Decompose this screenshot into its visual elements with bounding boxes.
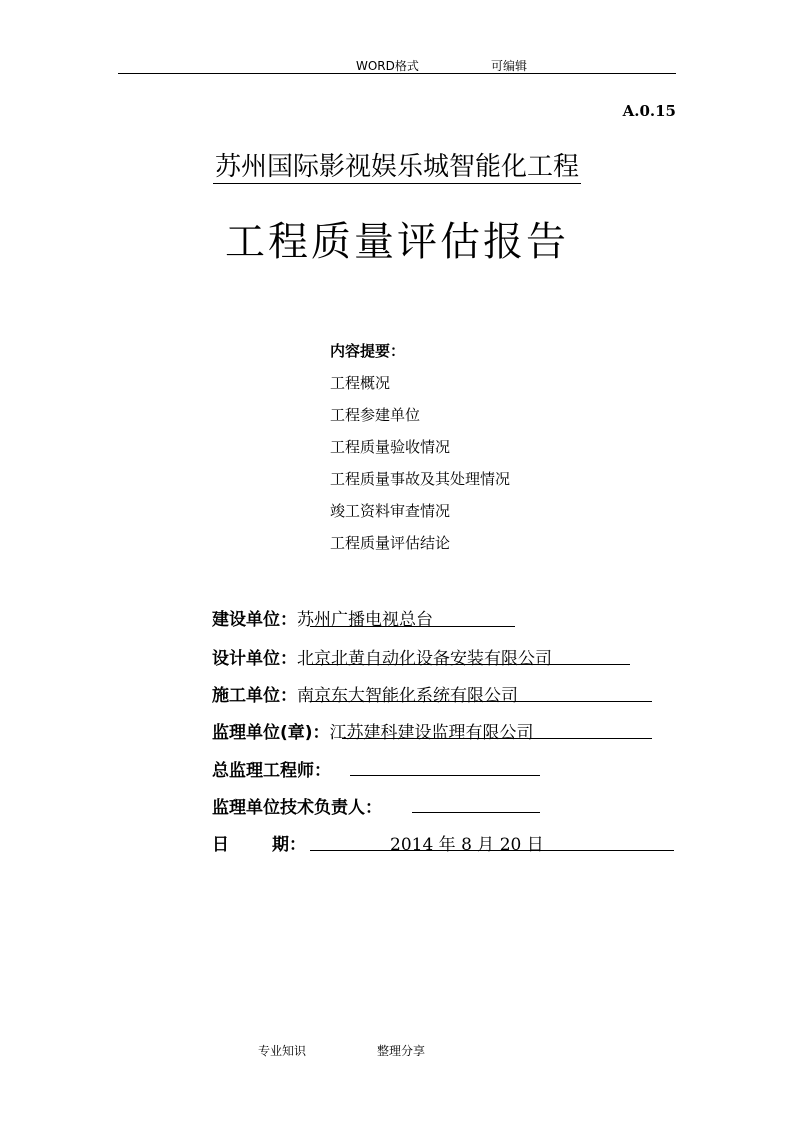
contractor-underline <box>310 701 652 702</box>
supervisor-field <box>212 718 534 743</box>
designer-label: 设计单位： <box>212 649 297 669</box>
tech-lead-underline[interactable] <box>412 812 540 813</box>
toc-item: 竣工资料审查情况 <box>330 502 451 520</box>
builder-value: 苏州广播电视总台 <box>297 610 433 630</box>
footer-left-text: 专业知识 <box>258 1044 307 1058</box>
toc-item: 工程概况 <box>330 374 391 392</box>
header-rule <box>118 73 676 74</box>
supervisor-value: 江苏建科建设监理有限公司 <box>329 723 534 743</box>
project-name <box>0 146 794 183</box>
date-value: 2014 年 8 月 20 日 <box>390 835 544 855</box>
toc-item: 工程质量验收情况 <box>330 438 451 456</box>
project-name-text: 苏州国际影视娱乐城智能化工程 <box>214 152 579 182</box>
builder-label: 建设单位： <box>212 610 297 630</box>
supervisor-label: 监理单位(章)： <box>212 723 330 743</box>
chief-engineer-underline[interactable] <box>350 775 540 776</box>
designer-underline <box>310 664 630 665</box>
date-field-b <box>272 830 306 855</box>
chief-engineer-field <box>212 756 331 781</box>
toc-heading: 内容提要： <box>330 342 406 360</box>
header-left-text: WORD格式 <box>356 59 419 73</box>
builder-underline <box>310 626 515 627</box>
date-label-a: 日 <box>212 835 229 855</box>
document-title: 工程质量评估报告 <box>225 219 569 265</box>
contractor-field <box>212 681 518 706</box>
document-code: A.0.15 <box>622 102 676 120</box>
designer-field <box>212 644 552 669</box>
contractor-value: 南京东大智能化系统有限公司 <box>297 686 518 706</box>
date-label-b: 期： <box>272 835 306 855</box>
toc-item: 工程参建单位 <box>330 406 421 424</box>
tech-lead-label: 监理单位技术负责人： <box>212 798 382 818</box>
footer-right-text: 整理分享 <box>377 1044 426 1058</box>
header-right-text: 可编辑 <box>491 59 528 73</box>
contractor-label: 施工单位： <box>212 686 297 706</box>
chief-engineer-label: 总监理工程师： <box>212 761 331 781</box>
designer-value: 北京北黄自动化设备安装有限公司 <box>297 649 552 669</box>
date-field <box>212 830 229 855</box>
toc-item: 工程质量事故及其处理情况 <box>330 470 511 488</box>
date-underline <box>310 850 674 851</box>
supervisor-underline <box>342 738 652 739</box>
tech-lead-field <box>212 793 382 818</box>
toc-item: 工程质量评估结论 <box>330 534 451 552</box>
